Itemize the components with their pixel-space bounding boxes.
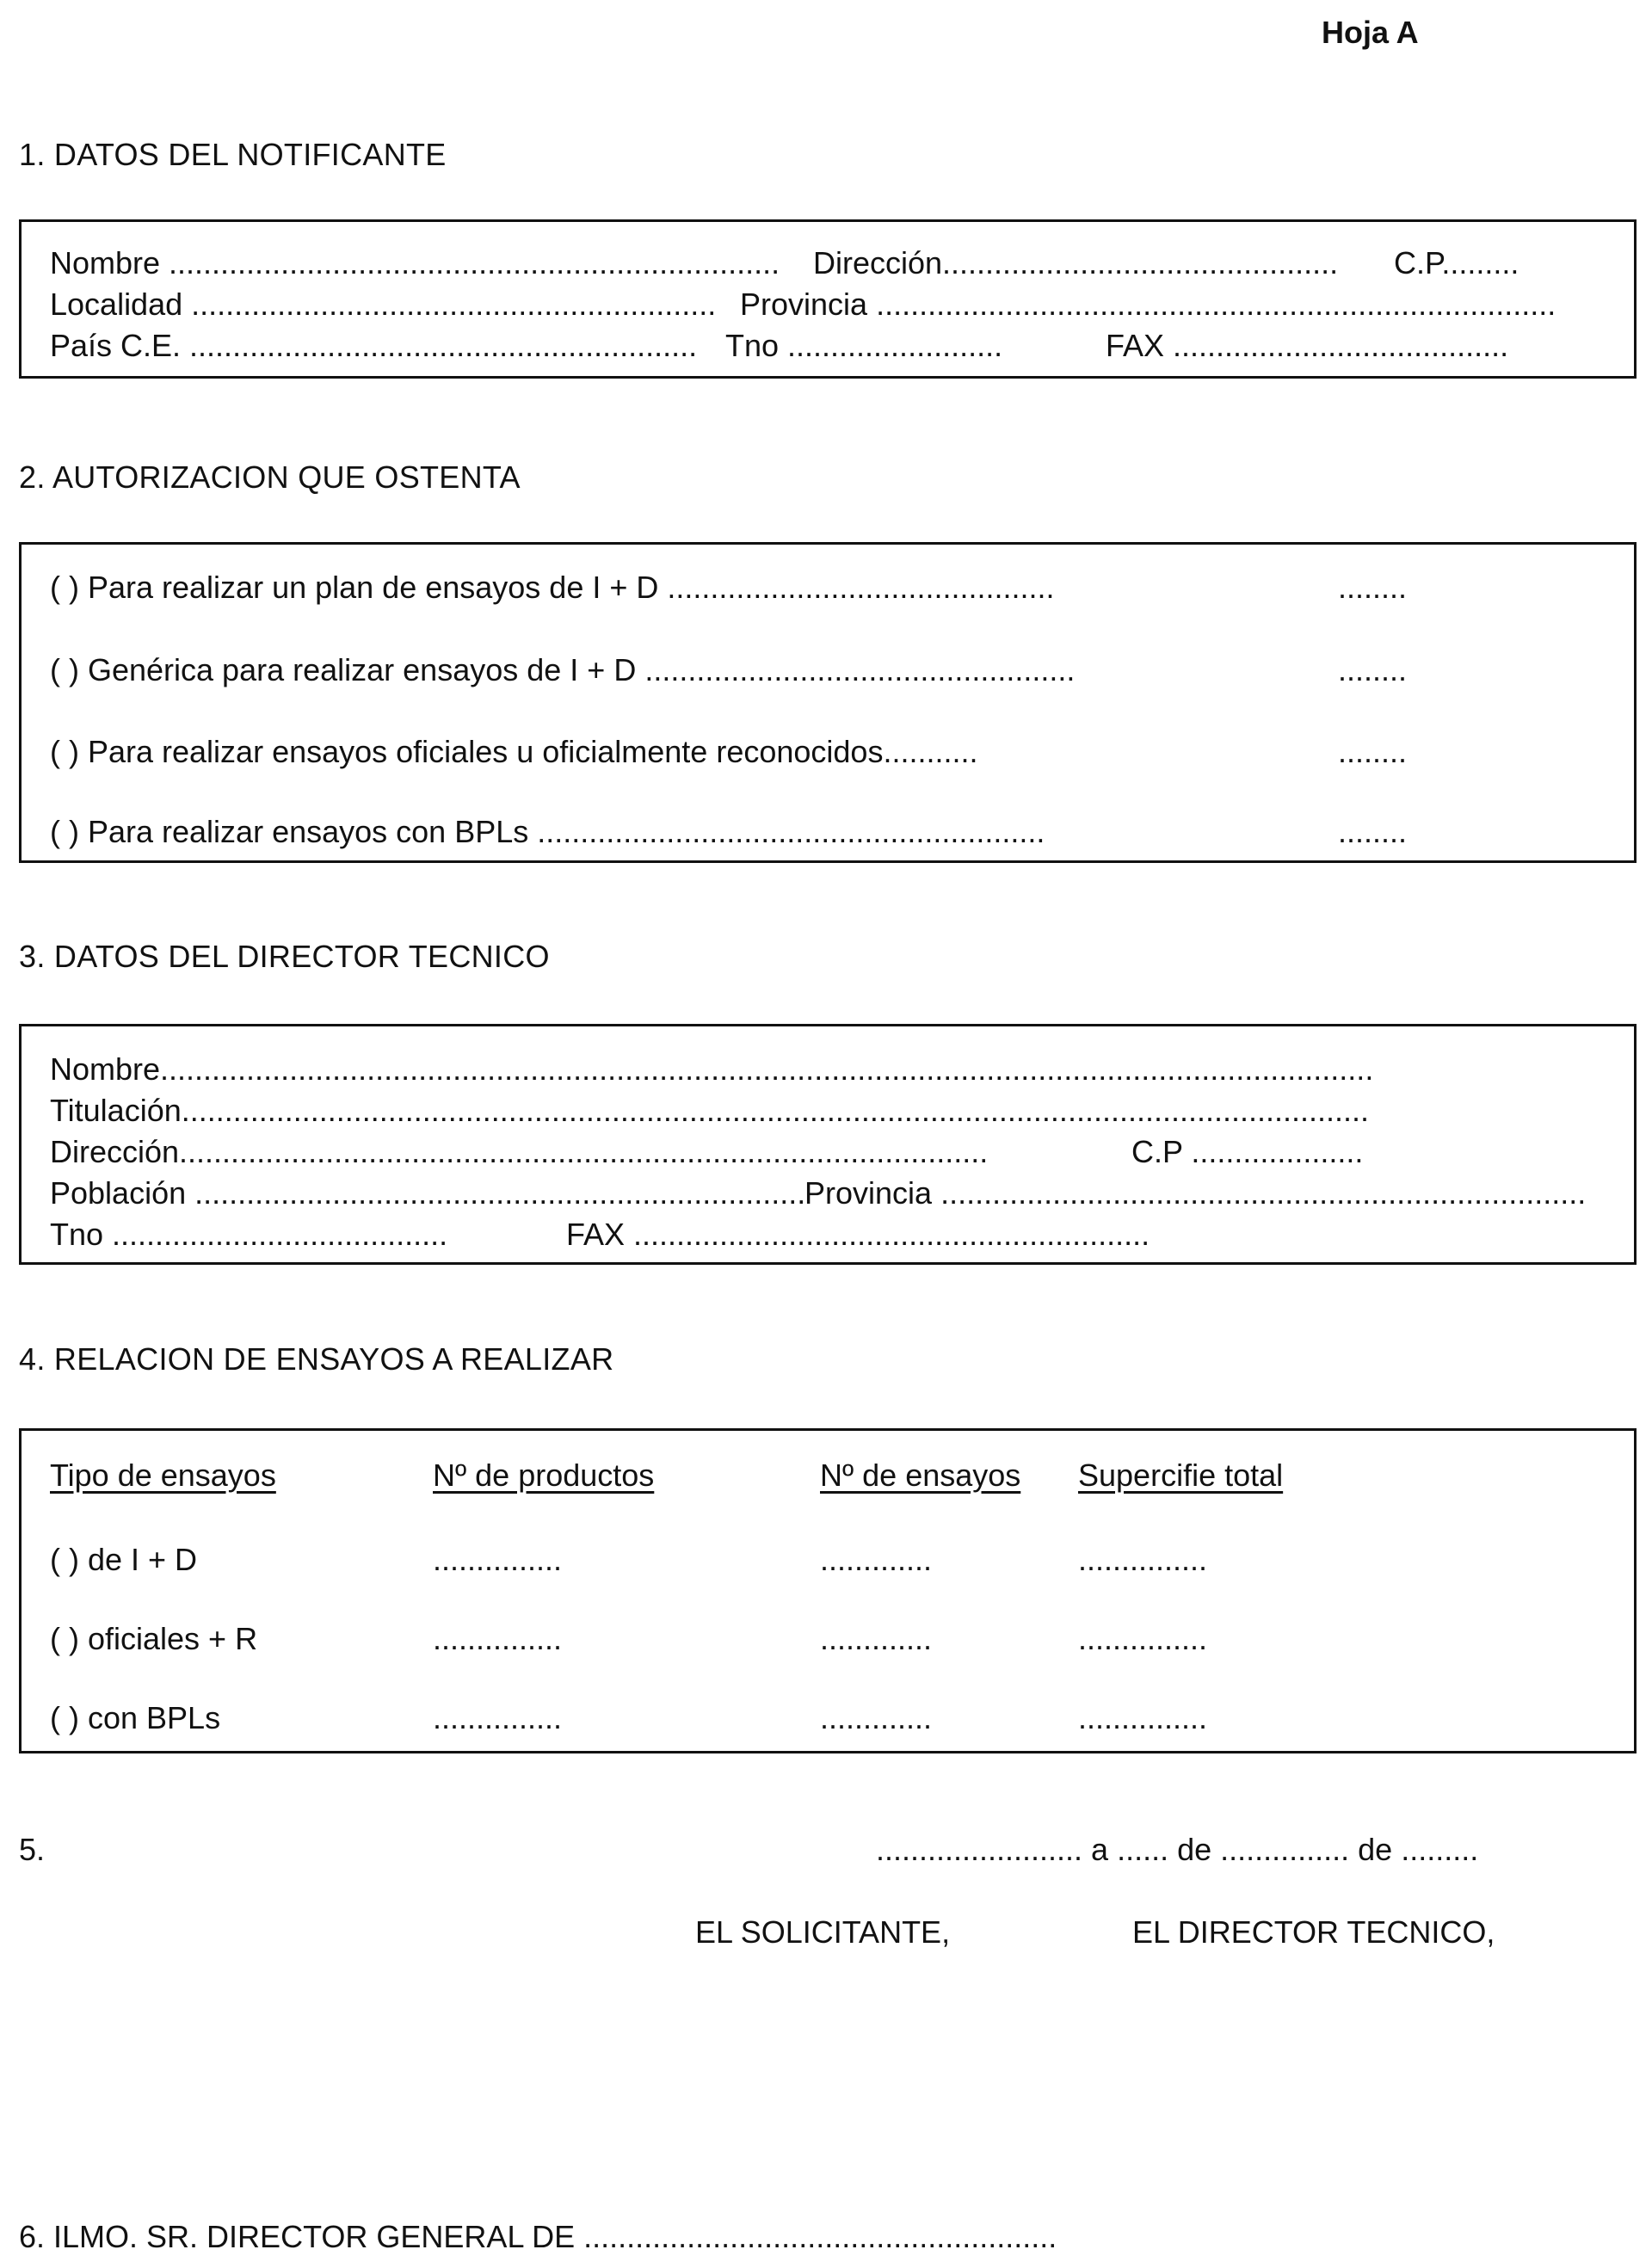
total-area-field[interactable]: ............... — [1078, 1542, 1208, 1577]
notifier-fax-field[interactable]: FAX ....................................... — [1106, 328, 1509, 363]
director-tno-field[interactable]: Tno ....................................... — [50, 1217, 448, 1252]
place-date-line[interactable]: ........................ a ...... de ............... de ......... — [876, 1832, 1479, 1867]
authorization-option-blank[interactable]: ........ — [1338, 814, 1408, 849]
notifier-cp-field[interactable]: C.P......... — [1394, 245, 1519, 280]
notifier-direccion-field[interactable]: Dirección.............................................. — [813, 245, 1339, 280]
section2-heading: 2. AUTORIZACION QUE OSTENTA — [19, 459, 521, 495]
authorization-option-blank[interactable]: ........ — [1338, 570, 1408, 605]
tests-count-field[interactable]: ............. — [820, 1542, 933, 1577]
authorization-option[interactable]: ( ) Para realizar ensayos oficiales u oficialmente reconocidos........... — [50, 734, 978, 769]
column-header-tipo: Tipo de ensayos — [50, 1458, 276, 1493]
sheet-label: Hoja A — [1322, 15, 1419, 50]
director-cp-field[interactable]: C.P .................... — [1131, 1134, 1364, 1169]
total-area-field[interactable]: ............... — [1078, 1621, 1208, 1656]
director-signature-label: EL DIRECTOR TECNICO, — [1132, 1914, 1495, 1950]
test-type-label[interactable]: ( ) con BPLs — [50, 1700, 221, 1735]
notifier-nombre-field[interactable]: Nombre ....................................................................... — [50, 245, 780, 280]
products-count-field[interactable]: ............... — [433, 1700, 563, 1735]
section5-number: 5. — [19, 1832, 46, 1867]
total-area-field[interactable]: ............... — [1078, 1700, 1208, 1735]
column-header-ensayos: Nº de ensayos — [820, 1458, 1021, 1493]
column-header-productos: Nº de productos — [433, 1458, 655, 1493]
test-type-label[interactable]: ( ) de I + D — [50, 1542, 198, 1577]
notifier-pais-field[interactable]: País C.E. ........................................................... — [50, 328, 698, 363]
notifier-provincia-field[interactable]: Provincia ............................................................................... — [740, 287, 1556, 322]
addressee-line[interactable]: 6. ILMO. SR. DIRECTOR GENERAL DE ....................................................... — [19, 2219, 1057, 2254]
director-titulacion-field[interactable]: Titulación.......................................................................................................................................... — [50, 1093, 1370, 1128]
director-provincia-field[interactable]: Provincia ........................................................................... — [804, 1175, 1587, 1211]
notifier-data-box — [19, 219, 1637, 379]
tests-count-field[interactable]: ............. — [820, 1700, 933, 1735]
applicant-signature-label: EL SOLICITANTE, — [695, 1914, 951, 1950]
section3-heading: 3. DATOS DEL DIRECTOR TECNICO — [19, 939, 550, 974]
director-direccion-field[interactable]: Dirección.............................................................................................. — [50, 1134, 989, 1169]
technical-director-box — [19, 1024, 1637, 1265]
authorization-option[interactable]: ( ) Genérica para realizar ensayos de I + D .................................................. — [50, 652, 1076, 687]
director-nombre-field[interactable]: Nombre............................................................................................................................................. — [50, 1051, 1374, 1087]
authorization-option[interactable]: ( ) Para realizar un plan de ensayos de I + D ............................................. — [50, 570, 1055, 605]
test-type-label[interactable]: ( ) oficiales + R — [50, 1621, 258, 1656]
section4-heading: 4. RELACION DE ENSAYOS A REALIZAR — [19, 1341, 614, 1377]
products-count-field[interactable]: ............... — [433, 1621, 563, 1656]
tests-table-box — [19, 1428, 1637, 1753]
tests-count-field[interactable]: ............. — [820, 1621, 933, 1656]
notifier-localidad-field[interactable]: Localidad ............................................................. — [50, 287, 717, 322]
director-fax-field[interactable]: FAX ............................................................ — [566, 1217, 1150, 1252]
authorization-option-blank[interactable]: ........ — [1338, 734, 1408, 769]
column-header-superficie: Supercifie total — [1078, 1458, 1284, 1493]
section1-heading: 1. DATOS DEL NOTIFICANTE — [19, 137, 447, 172]
products-count-field[interactable]: ............... — [433, 1542, 563, 1577]
notifier-tno-field[interactable]: Tno ......................... — [725, 328, 1003, 363]
authorization-option-blank[interactable]: ........ — [1338, 652, 1408, 687]
authorization-box — [19, 542, 1637, 863]
director-poblacion-field[interactable]: Población ....................................................................... — [50, 1175, 806, 1211]
authorization-option[interactable]: ( ) Para realizar ensayos con BPLs ........................................................... — [50, 814, 1045, 849]
